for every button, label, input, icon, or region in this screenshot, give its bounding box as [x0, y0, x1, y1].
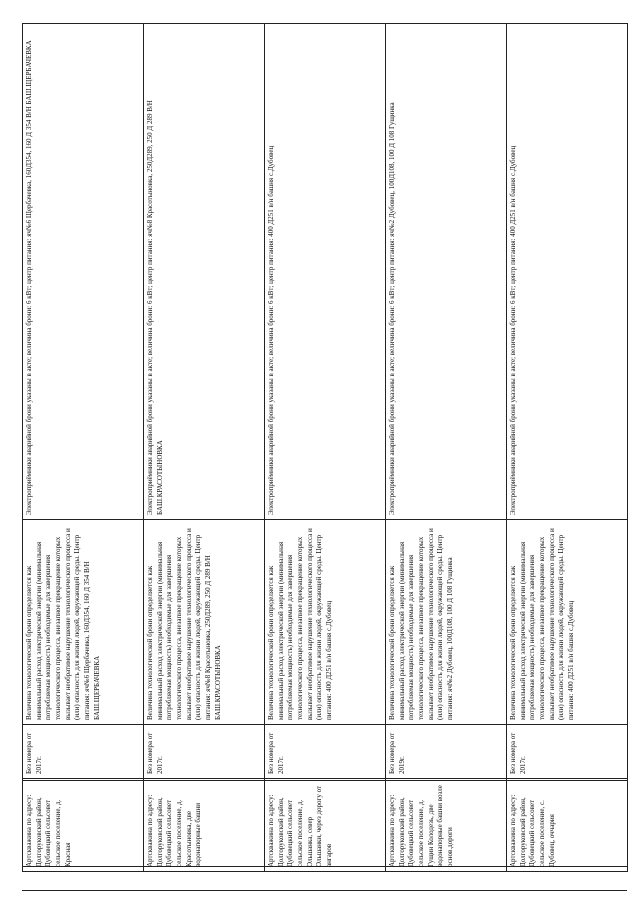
- tech-reserve-cell: Величина технологической брони определяется как минимальный расход электрической энергии (минимальная потребляемая мощность) необходимые для завершения технологического процесса, внезапное прекращение которых вызывает необратимое нарушение технологического процесса и (или) опасность для жизни людей, окружающей среды. Центр питания: яч№8 Красотыновка, 250Д289, 250 Д 289 В/Н БАШ.КРАСОТЫНОВКА: [144, 520, 265, 725]
- tech-reserve-cell: Величина технологической брони определяется как минимальный расход электрической энергии (минимальная потребляемая мощность) необходимые для завершения технологического процесса, внезапное прекращение которых вызывает необратимое нарушение технологического процесса и (или) опасность для жизни людей, окружающей среды. Центр питания: яч№6 Щербачевка, 160Д354, 160 Д 354 В/Н БАШ.ЩЕРБАЧЕВКА: [23, 520, 144, 725]
- act-date-cell: Без номера от 2019г.: [386, 725, 507, 779]
- table-row: [144, 24, 265, 872]
- emergency-reserve-cell: Электроприёмники аварийной брони указаны в акте; величина брони: 6 кВт; центр питания: 400 Д251 в/н башня с.Дубовец: [507, 24, 628, 520]
- table-row: [507, 24, 628, 872]
- address-cell: Артскважина по адресу: Долгоруковский район, Дубовецкий сельсовет сельское поселение, с. Дубовец, оччария: [507, 779, 628, 872]
- table-row: [265, 24, 386, 872]
- act-date-cell: Без номера от 2017г.: [507, 725, 628, 779]
- address-cell: Артскважина по адресу: Долгоруковский район, Дубовецкий сельсовет сельское поселение, д. Красная: [23, 779, 144, 872]
- address-cell: Артскважина по адресу: Долгоруковский район, Дубовецкий сельсовет сельское поселение, д. Гущин Колодезь, две водонапорные башни возле оснoв.дороги: [386, 779, 507, 872]
- act-date-cell: Без номера от 2017г.: [23, 725, 144, 779]
- rotated-table-wrapper: [22, 24, 627, 872]
- emergency-reserve-table: [22, 23, 628, 872]
- emergency-reserve-cell: Электроприёмники аварийной брони указаны в акте; величина брони: 6 кВт; центр питания: яч№2 Дубовец, 100Д108, 100 Д 108 Гущинка: [386, 24, 507, 520]
- tech-reserve-cell: Величина технологической брони определяется как минимальный расход электрической энергии (минимальная потребляемая мощность) необходимые для завершения технологического процесса, внезапное прекращение которых вызывает необратимое нарушение технологического процесса и (или) опасность для жизни людей, окружающей среды. Центр питания: 400 Д251 в/н башня с.Дубовец: [507, 520, 628, 725]
- address-cell: Артскважина по адресу: Долгоруковский район, Дубовецкий сельсовет сельское поселение, д. Ольшанка, север Ольшанки, через дорогу от ангаров: [265, 779, 386, 872]
- table-row: [23, 24, 144, 872]
- address-cell: Артскважина по адресу: Долгоруковский район, Дубовецкий сельсовет сельское поселение, д. Красотыновка, две водонапорные башни: [144, 779, 265, 872]
- emergency-reserve-cell: Электроприёмники аварийной брони указаны в акте; величина брони: 6 кВт; центр питания: яч№8 Красотыновка, 250Д289, 250 Д 289 В/Н БАШ.КРАСОТЫНОВКА: [144, 24, 265, 520]
- act-date-cell: Без номера от 2017г.: [265, 725, 386, 779]
- act-date-cell: Без номера от 2017г.: [144, 725, 265, 779]
- emergency-reserve-cell: Электроприёмники аварийной брони указаны в акте; величина брони: 6 кВт; центр питания: 400 Д251 в/н башня с.Дубовец: [265, 24, 386, 520]
- table-row: [386, 24, 507, 872]
- emergency-reserve-cell: Электроприёмники аварийной брони указаны в акте; величина брони: 6 кВт; центр питания: яч№6 Щербачевка, 160Д354, 160 Д 354 В/Н БАШ.ЩЕРБАЧЕВКА: [23, 24, 144, 520]
- tech-reserve-cell: Величина технологической брони определяется как минимальный расход электрической энергии (минимальная потребляемая мощность) необходимые для завершения технологического процесса, внезапное прекращение которых вызывает необратимое нарушение технологического процесса и (или) опасность для жизни людей, окружающей среды. Центр питания: яч№2 Дубовец, 100Д108, 100 Д 108 Гущинка: [386, 520, 507, 725]
- table-rule-line: [22, 890, 627, 891]
- tech-reserve-cell: Величина технологической брони определяется как минимальный расход электрической энергии (минимальная потребляемая мощность) необходимые для завершения технологического процесса, внезапное прекращение которых вызывает необратимое нарушение технологического процесса и (или) опасность для жизни людей, окружающей среды. Центр питания: 400 Д251 в/н башня с.Дубовец: [265, 520, 386, 725]
